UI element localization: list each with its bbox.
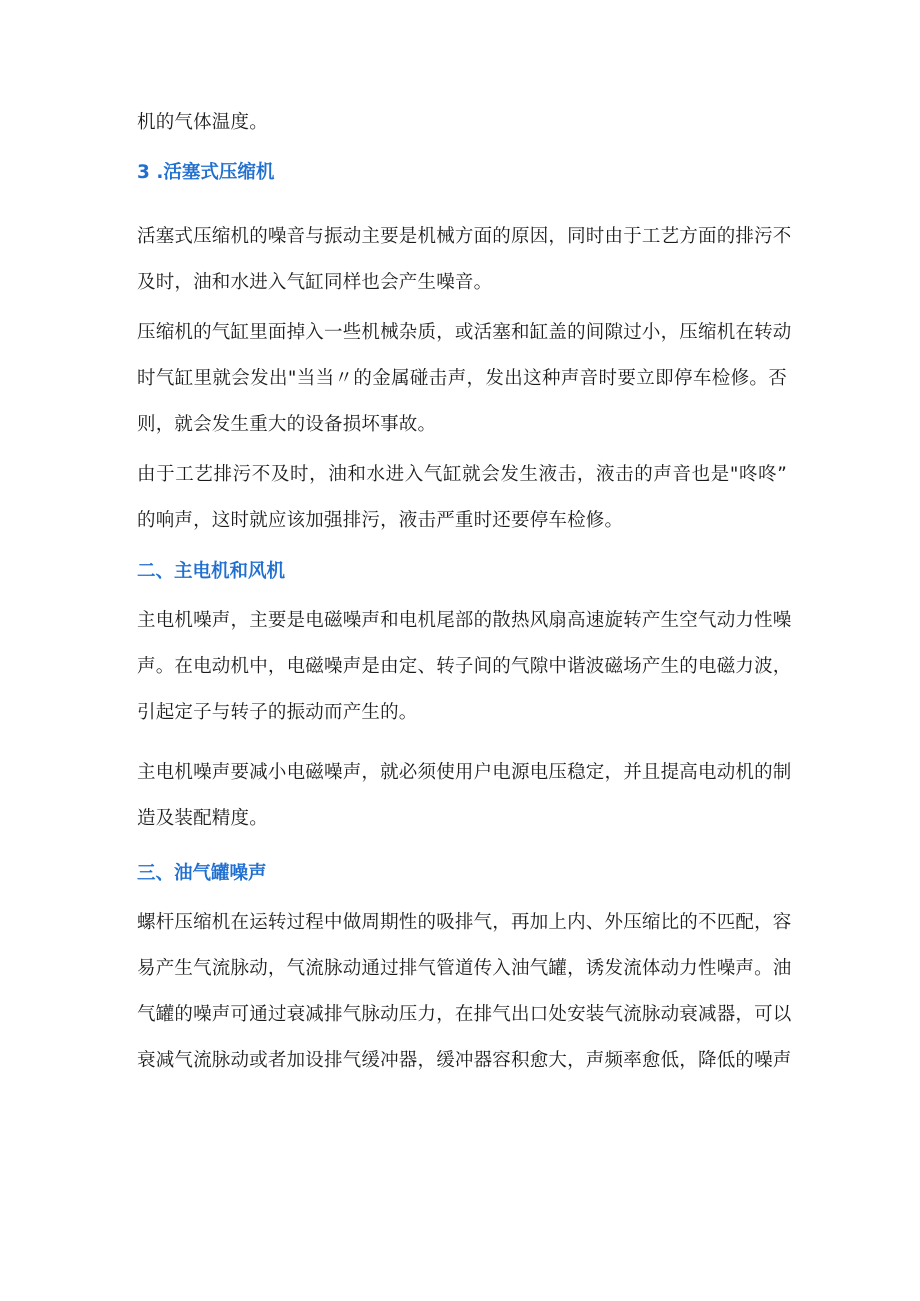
text-line: 的响声，这时就应该加强排污，液击严重时还要停车检修。 <box>137 510 624 531</box>
text-line: 易产生气流脉动，气流脉动通过排气管道传入油气罐，诱发流体动力性噪声。油 <box>137 958 792 979</box>
text-line: 活塞式压缩机的噪音与振动主要是机械方面的原因，同时由于工艺方面的排污不 <box>137 226 792 247</box>
paragraph-cylinder-impurities <box>137 310 792 448</box>
heading-piston-compressor: 3 .活塞式压缩机 <box>137 162 275 183</box>
text-line: 则，就会发生重大的设备损坏事故。 <box>137 414 437 435</box>
text-line: 气罐的噪声可通过衰减排气脉动压力，在排气出口处安装气流脉动衰减器，可以 <box>137 1004 792 1025</box>
text-line: 引起定子与转子的振动而产生的。 <box>137 702 418 723</box>
paragraph-gas-temperature <box>137 100 787 146</box>
text-line: 时气缸里就会发出"当当〃的金属碰击声，发出这种声音时要立即停车检修。否 <box>137 368 787 389</box>
paragraph-piston-noise <box>137 214 792 306</box>
heading-oil-gas-tank-noise: 三、油气罐噪声 <box>137 863 267 884</box>
text-line: 压缩机的气缸里面掉入一些机械杂质，或活塞和缸盖的间隙过小，压缩机在转动 <box>137 322 792 343</box>
paragraph-motor-noise <box>137 598 792 736</box>
text-line: 衰减气流脉动或者加设排气缓冲器，缓冲器容积愈大，声频率愈低，降低的噪声 <box>137 1050 792 1071</box>
text-line: 由于工艺排污不及时，油和水进入气缸就会发生液击，液击的声音也是"咚咚” <box>137 464 787 485</box>
heading-main-motor-and-fan: 二、主电机和风机 <box>137 561 286 582</box>
text-line: 机的气体温度。 <box>137 112 268 133</box>
paragraph-motor-noise-reduction <box>137 750 792 842</box>
paragraph-liquid-hammer <box>137 452 787 544</box>
text-line: 主电机噪声要减小电磁噪声，就必须使用户电源电压稳定，并且提高电动机的制 <box>137 762 792 783</box>
text-line: 主电机噪声，主要是电磁噪声和电机尾部的散热风扇高速旋转产生空气动力性噪 <box>137 610 792 631</box>
text-line: 声。在电动机中，电磁噪声是由定、转子间的气隙中谐波磁场产生的电磁力波， <box>137 656 792 677</box>
text-line: 螺杆压缩机在运转过程中做周期性的吸排气，再加上内、外压缩比的不匹配，容 <box>137 912 792 933</box>
text-line: 及时，油和水进入气缸同样也会产生噪音。 <box>137 272 493 293</box>
paragraph-tank-noise <box>137 900 792 1084</box>
text-line: 造及装配精度。 <box>137 808 268 829</box>
